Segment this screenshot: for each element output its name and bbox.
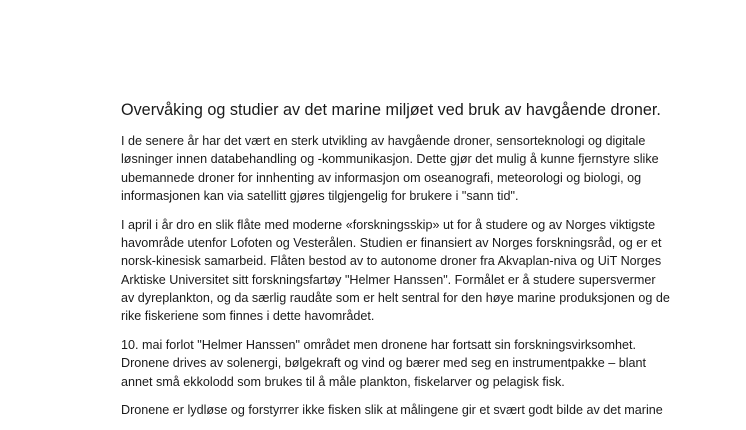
paragraph-line: ubemannede droner for innhenting av informasjon om oseanografi, meteorologi og biologi, og xyxy=(121,170,642,185)
paragraph-2 xyxy=(121,216,701,326)
document-page xyxy=(121,99,701,430)
paragraph-line: Arktiske Universitet sitt forskningsfartøy "Helmer Hanssen". Formålet er å studere supersvermer xyxy=(121,272,656,287)
document-title: Overvåking og studier av det marine miljøet ved bruk av havgående droner. xyxy=(121,101,661,119)
paragraph-line: løsninger innen databehandling og -kommunikasjon. Dette gjør det mulig å kunne fjernstyre slike xyxy=(121,152,659,167)
paragraph-line: I april i år dro en slik flåte med moderne «forskningsskip» ut for å studere og av Norges viktigste xyxy=(121,217,656,232)
paragraph-line: Dronene er lydløse og forstyrrer ikke fisken slik at målingene gir et svært godt bilde av det marine xyxy=(121,403,663,418)
paragraph-line: informasjonen kan via satellitt gjøres tilgjengelig for brukere i "sann tid". xyxy=(121,188,519,203)
paragraph-line: 10. mai forlot "Helmer Hanssen" området men dronene har fortsatt sin forskningsvirksomhet. xyxy=(121,337,637,352)
paragraph-line: havområde utenfor Lofoten og Vesterålen. Studien er finansiert av Norges forskningsråd, og er et xyxy=(121,235,662,250)
paragraph-4 xyxy=(121,401,701,419)
paragraph-line: rike fiskeriene som finnes i dette havområdet. xyxy=(121,309,375,324)
paragraph-line: av dyreplankton, og da særlig raudåte som er helt sentral for den høye marine produksjonen og de xyxy=(121,290,670,305)
paragraph-line: I de senere år har det vært en sterk utvikling av havgående droner, sensorteknologi og digitale xyxy=(121,134,646,148)
paragraph-3 xyxy=(121,336,701,391)
paragraph-line: Dronene drives av solenergi, bølgekraft og vind og bærer med seg en instrumentpakke – blant xyxy=(121,356,647,371)
paragraph-1 xyxy=(121,132,701,205)
paragraph-line: norsk-kinesisk samarbeid. Flåten bestod av to autonome droner fra Akvaplan-niva og UiT Norges xyxy=(121,254,662,269)
paragraph-line: annet små ekkolodd som brukes til å måle plankton, fiskelarver og pelagisk fisk. xyxy=(121,374,565,389)
